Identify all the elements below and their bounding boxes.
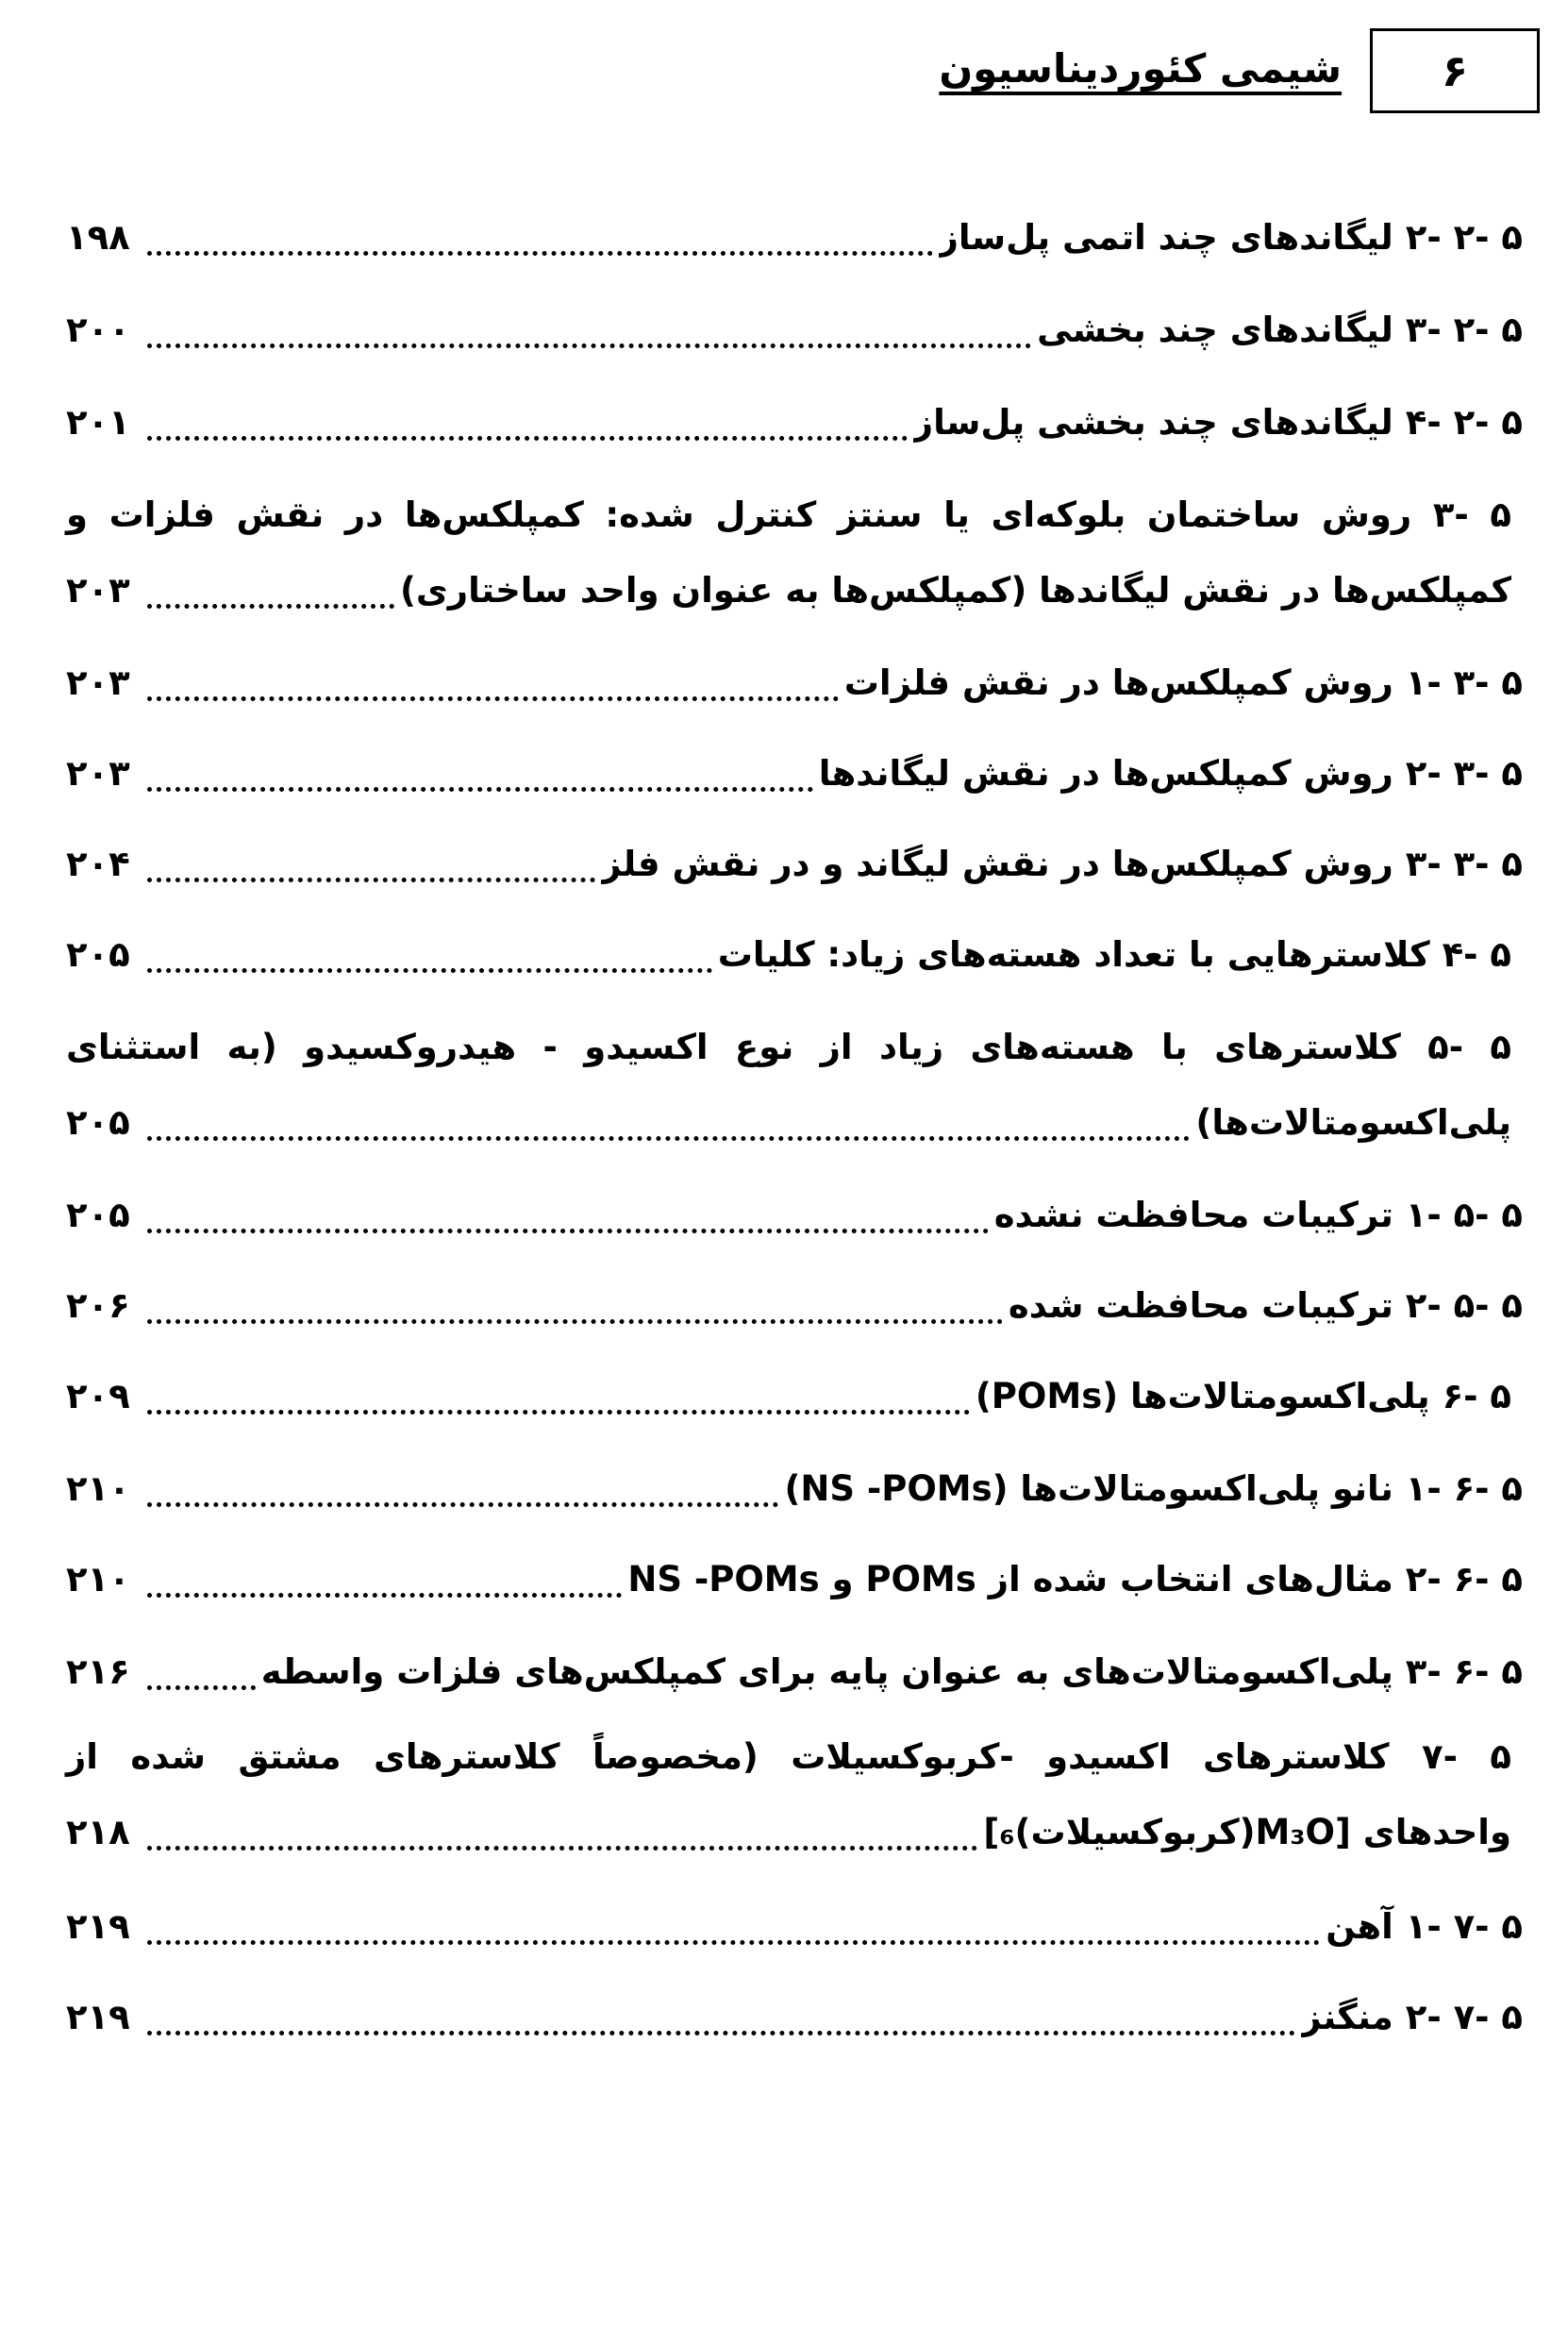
toc-entry-page: ۲۰۹ [66,1376,130,1416]
toc-entry[interactable] [66,736,1523,812]
toc-entry[interactable] [66,1980,1523,2055]
toc-entry-title-line1: ۵ -۳ روش ساختمان بلوکه‌ای یا سنتز کنترل شده: کمپلکس‌ها در نقش فلزات و [66,494,1511,535]
toc-entry-title: ۵ -۶ -۳ پلی‌اکسومتالات‌های به عنوان پایه برای کمپلکس‌های فلزات واسطه [260,1651,1523,1692]
toc-leader-dots [147,251,933,256]
toc-entry-page: ۲۰۳ [66,753,130,794]
toc-entry-title: ۵ -۷ -۱ آهن [1326,1906,1523,1947]
toc-entry-title: ۵ -۵ -۲ ترکیبات محافظت شده [1008,1285,1523,1326]
toc-leader-dots [147,1410,970,1415]
toc-leader-dots [147,1502,778,1507]
toc-entry-title-line1: ۵ -۵ کلاسترهای با هسته‌های زیاد از نوع اکسیدو - هیدروکسیدو (به استثنای [66,1027,1511,1067]
toc-entry-title: ۵ -۶ پلی‌اکسومتالات‌ها (POMs) [975,1376,1511,1416]
toc-entry-title: ۵ -۲ -۴ لیگاندهای چند بخشی پل‌ساز [912,402,1523,443]
toc-entry[interactable] [66,1359,1511,1434]
toc-entry-page: ۲۱۹ [66,1997,130,2037]
toc-entry-title: ۵ -۲ -۲ لیگاندهای چند اتمی پل‌ساز [938,217,1523,258]
page-number: ۶ [1441,45,1469,96]
toc-entry-page: ۲۰۳ [66,662,130,703]
toc-entry-page: ۱۹۸ [66,217,130,258]
toc-entry-page: ۲۰۳ [66,570,130,611]
toc-leader-dots [147,436,908,441]
toc-entry-title: ۵ -۲ -۳ لیگاندهای چند بخشی [1037,310,1523,350]
toc-entry-title: ۵ -۳ -۲ روش کمپلکس‌ها در نقش لیگاندها [818,753,1523,794]
toc-entry-page: ۲۰۶ [66,1285,130,1326]
book-title: شیمی کئوردیناسیون [939,45,1342,92]
toc-entry-page: ۲۱۰ [66,1559,130,1600]
toc-entry[interactable] [66,1719,1511,1870]
toc-entry-title: ۵ -۳ -۱ روش کمپلکس‌ها در نقش فلزات [843,662,1523,703]
page-number-box [1370,28,1540,113]
toc-entry[interactable] [66,827,1523,902]
toc-entry-page: ۲۱۶ [66,1651,130,1692]
toc-leader-dots [147,2031,1295,2035]
toc-leader-dots [147,1685,256,1690]
toc-entry-title: ۵ -۷ -۲ منگنز [1301,1997,1523,2037]
toc-entry-title: ۵ -۶ -۲ مثال‌های انتخاب شده از POMs و NS -POMs [627,1559,1523,1600]
toc-leader-dots [147,1319,1003,1324]
toc-entry-page: ۲۰۵ [66,1195,130,1235]
toc-entry-title: ۵ -۳ -۳ روش کمپلکس‌ها در نقش لیگاند و در نقش فلز [601,844,1523,884]
toc-entry-title: پلی‌اکسومتالات‌ها) [1195,1102,1511,1143]
toc-entry[interactable] [66,1451,1523,1527]
toc-entry-page: ۲۰۴ [66,844,130,884]
toc-entry-page: ۲۱۰ [66,1468,130,1509]
toc-leader-dots [147,1593,622,1598]
toc-leader-dots [147,1229,989,1233]
running-header [0,28,1568,118]
toc-entry-title: ۵ -۵ -۱ ترکیبات محافظت نشده [993,1195,1523,1235]
toc-leader-dots [147,787,813,792]
toc-entry[interactable] [66,1010,1511,1161]
toc-entry-page: ۲۰۵ [66,1102,130,1143]
toc-leader-dots [147,1136,1190,1141]
toc-entry[interactable] [66,200,1523,276]
toc-entry[interactable] [66,1542,1523,1617]
toc-entry-title: ۵ -۴ کلاسترهایی با تعداد هسته‌های زیاد: کلیات [717,934,1511,975]
toc-entry-title: ۵ -۶ -۱ نانو پلی‌اکسومتالات‌ها (NS -POMs) [784,1468,1523,1509]
toc-entry[interactable] [66,917,1511,993]
toc-leader-dots [147,1846,977,1851]
toc-leader-dots [147,968,712,973]
toc-leader-dots [147,696,839,701]
toc-entry-page: ۲۰۵ [66,934,130,975]
toc-entry[interactable] [66,645,1523,721]
toc-entry[interactable] [66,477,1511,628]
toc-entry[interactable] [66,1634,1523,1710]
toc-entry-page: ۲۱۹ [66,1906,130,1947]
toc-entry-title: واحدهای [M₃O(کربوکسیلات)₆] [983,1812,1511,1852]
toc-entry-title-line1: ۵ -۷ کلاسترهای اکسیدو -کربوکسیلات (مخصوصاً کلاسترهای مشتق شده از [66,1736,1511,1777]
toc-entry-title: کمپلکس‌ها در نقش لیگاندها (کمپلکس‌ها به عنوان واحد ساختاری) [399,570,1511,611]
toc-entry-page: ۲۰۰ [66,310,130,350]
toc-entry[interactable] [66,385,1523,461]
toc-leader-dots [147,343,1031,348]
toc-entry[interactable] [66,1178,1523,1253]
toc-entry-page: ۲۰۱ [66,402,130,443]
toc-entry-page: ۲۱۸ [66,1812,130,1852]
toc-entry[interactable] [66,1268,1523,1344]
toc-leader-dots [147,878,595,882]
toc-entry[interactable] [66,293,1523,368]
toc-leader-dots [147,604,394,609]
toc-leader-dots [147,1940,1320,1945]
toc-entry[interactable] [66,1889,1523,1965]
